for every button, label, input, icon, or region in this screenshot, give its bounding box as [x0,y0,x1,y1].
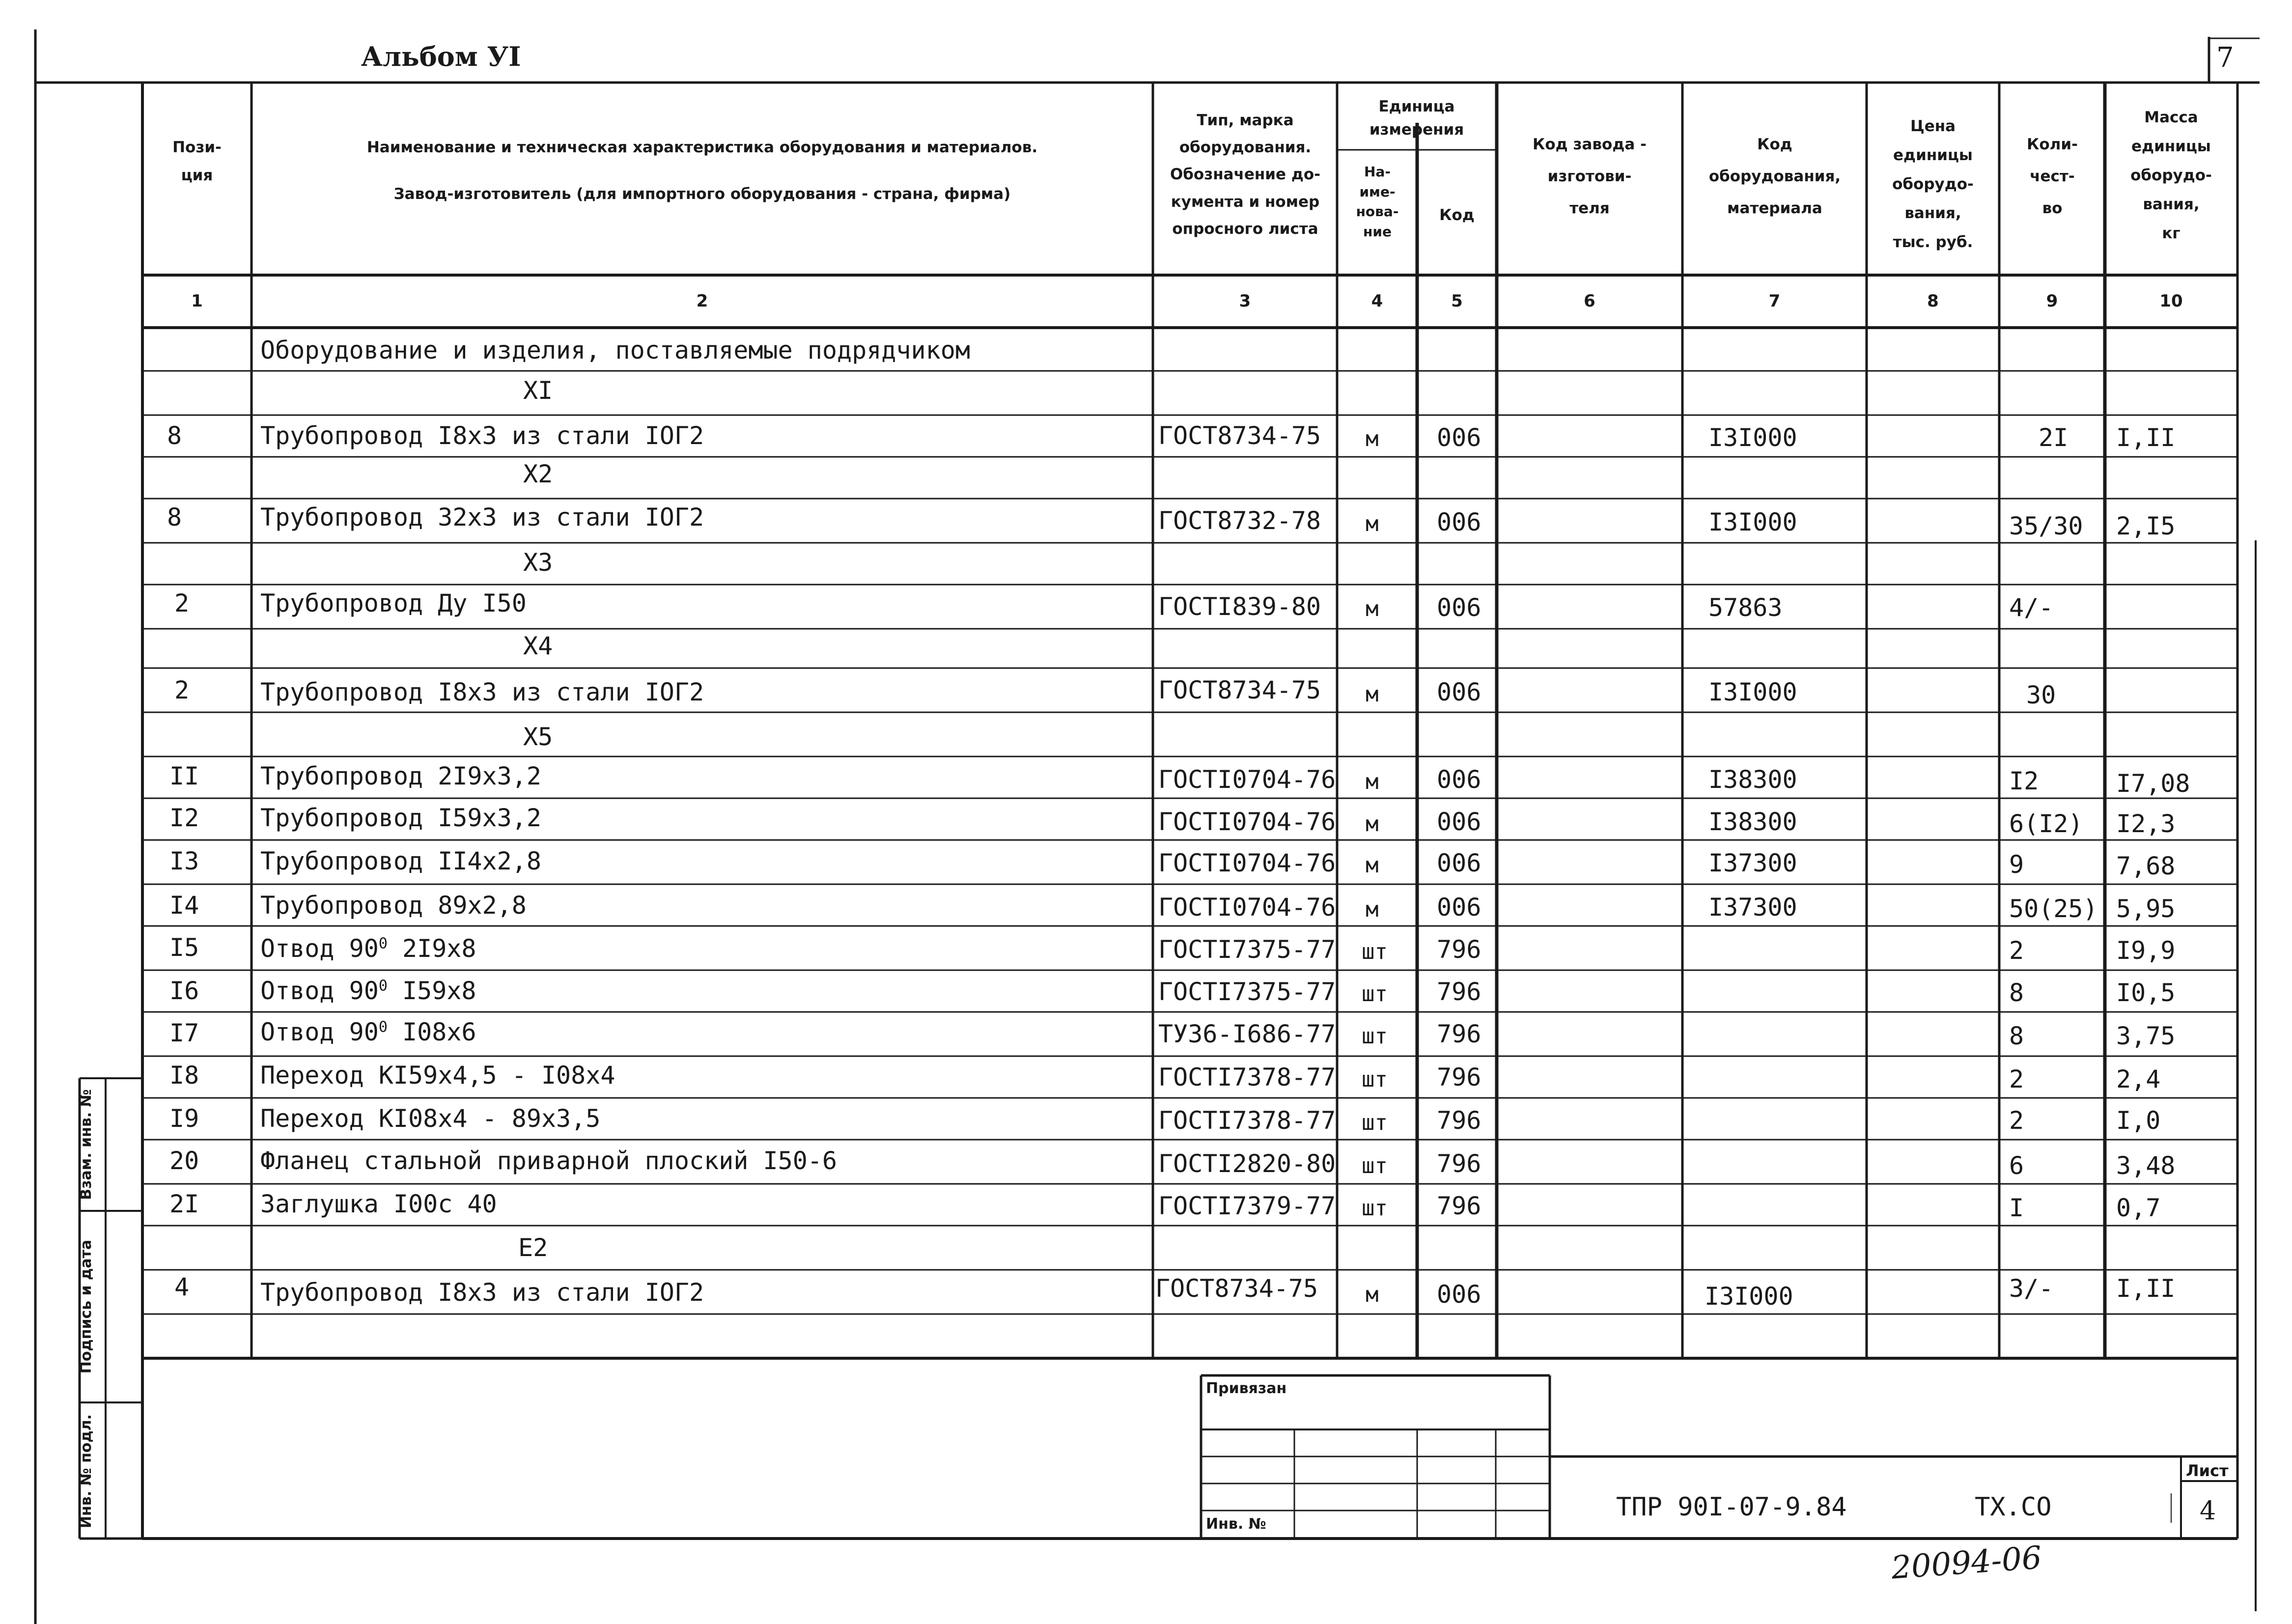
row-unit-code: 006 [1437,765,1481,794]
row-quantity: 8 [2009,1022,2024,1050]
row-unit-code: 006 [1437,849,1481,877]
row-unit-code: 006 [1437,893,1481,922]
document-code: ТПР 90I-07-9.84 [1616,1492,1847,1522]
section-label: X3 [523,548,553,577]
header-plant-code: Код завода - изготови- теля [1533,136,1647,218]
row-unit: шт [1362,939,1388,964]
row-type: ГОСТI0704-76 [1158,765,1336,794]
row-mass: 2,4 [2116,1065,2161,1093]
row-name: Трубопровод I59x3,2 [260,804,541,832]
row-position: 4 [174,1273,190,1301]
header-equipment-code: Код оборудования, материала [1708,136,1841,218]
album-title: Альбом УI [361,41,521,72]
column-number: 6 [1584,291,1595,311]
sheet-label: Лист [2186,1461,2229,1480]
row-name: Отвод $90^0$ I08x6 [260,1018,476,1046]
row-mass: I,0 [2116,1106,2161,1135]
row-type: ГОСТ8734-75 [1158,421,1321,450]
row-quantity: 50(25) [2009,895,2098,923]
row-equipment-code: I37300 [1708,849,1797,877]
row-equipment-code: I38300 [1708,808,1797,836]
row-quantity: 4/- [2009,593,2054,622]
column-number: 10 [2159,291,2183,311]
row-mass: 7,68 [2116,852,2176,880]
row-unit: м [1366,596,1379,621]
row-mass: I9,9 [2116,936,2176,965]
row-unit: шт [1362,1024,1388,1049]
row-type: ГОСТI0704-76 [1158,893,1336,922]
row-unit: шт [1362,1110,1388,1135]
sheet-number: 4 [2200,1496,2216,1526]
row-type: ГОСТI7378-77 [1158,1106,1336,1135]
row-unit-code: 006 [1437,423,1481,452]
row-name: Трубопровод I8x3 из стали IОГ2 [260,678,704,706]
row-unit: м [1366,682,1379,707]
row-position: 2I [169,1190,199,1218]
row-unit-code: 006 [1437,508,1481,536]
section-label: X4 [523,632,553,660]
header-price: Цена единицы оборудо- вания, тыс. руб. [1892,117,1974,251]
row-position: 2 [174,589,190,617]
section-label: X2 [523,460,553,488]
row-position: I8 [169,1061,199,1090]
row-name: Трубопровод Ду I50 [260,589,527,617]
row-quantity: 2 [2009,936,2024,965]
row-equipment-code: I3I000 [1705,1282,1793,1311]
row-unit-code: 006 [1437,1280,1481,1309]
row-unit-code: 796 [1437,1106,1481,1135]
row-type: ГОСТI0704-76 [1158,849,1336,877]
row-quantity: 35/30 [2009,512,2083,540]
row-mass: 2,I5 [2116,512,2176,540]
inventory-number-label: Инв. № [1206,1515,1266,1533]
row-unit-code: 796 [1437,978,1481,1006]
row-name: Отвод $90^0$ 2I9x8 [260,934,476,963]
row-type: ГОСТI7378-77 [1158,1063,1336,1092]
header-unit-code: Код [1439,206,1475,224]
row-position: I4 [169,891,199,920]
row-equipment-code: I37300 [1708,893,1797,922]
row-quantity: 6(I2) [2009,810,2083,838]
handwritten-number: 20094-06 [1890,1540,2043,1587]
row-equipment-code: I38300 [1708,765,1797,794]
column-number: 1 [191,291,203,311]
row-name: Трубопровод II4x2,8 [260,847,541,875]
header-unit-name: На- име- нова- ние [1356,164,1399,240]
row-quantity: I2 [2009,767,2039,795]
header-mass: Масса единицы оборудо- вания, кг [2130,109,2212,242]
row-type: ГОСТI7375-77 [1158,978,1336,1006]
row-equipment-code: I3I000 [1708,678,1797,706]
row-mass: I0,5 [2116,979,2176,1007]
row-type: ГОСТI0704-76 [1158,808,1336,836]
row-unit-code: 796 [1437,1020,1481,1048]
column-number: 9 [2046,291,2058,311]
section-title: Оборудование и изделия, поставляемые подрядчиком [260,336,970,364]
row-unit: м [1366,812,1379,837]
row-unit: м [1366,769,1379,794]
column-number: 8 [1927,291,1939,311]
header-quantity: Коли- чест- во [2027,136,2078,218]
row-equipment-code: I3I000 [1708,423,1797,452]
column-number: 5 [1451,291,1463,311]
column-number: 4 [1371,291,1383,311]
row-unit: м [1366,511,1379,536]
row-quantity: I [2009,1194,2024,1222]
row-unit: м [1366,1282,1379,1307]
row-type: ГОСТ8734-75 [1158,676,1321,704]
row-unit: м [1366,853,1379,878]
section-label: XI [523,376,553,405]
row-position: 2 [174,676,190,704]
signature-date-label: Подпись и дата [78,1239,95,1374]
row-position: II [169,762,199,790]
row-name: Трубопровод 32x3 из стали IОГ2 [260,503,704,532]
row-unit: шт [1362,981,1388,1007]
row-type: ГОСТ8734-75 [1155,1274,1318,1303]
row-unit-code: 796 [1437,1192,1481,1220]
row-unit: шт [1362,1153,1388,1178]
section-label: Е2 [518,1233,548,1262]
row-position: I5 [169,933,199,962]
row-type: ГОСТI7375-77 [1158,935,1336,964]
row-unit-code: 796 [1437,935,1481,964]
row-unit: м [1366,897,1379,922]
header-unit-group: Единица измерения [1369,98,1464,139]
row-quantity: 30 [2026,681,2056,709]
row-mass: I2,3 [2116,810,2176,838]
row-position: 8 [167,421,182,450]
header-name-line1: Наименование и техническая характеристика оборудования и материалов. [366,139,1038,156]
row-name: Фланец стальной приварной плоский I50-6 [260,1147,837,1175]
row-unit: м [1366,426,1379,451]
row-unit-code: 796 [1437,1149,1481,1178]
row-quantity: 2I [2039,423,2068,452]
header-position: Пози- ция [172,139,222,185]
row-type: ГОСТI7379-77 [1158,1192,1336,1220]
row-type: ГОСТI839-80 [1158,592,1321,621]
row-unit-code: 006 [1437,678,1481,706]
row-position: I7 [169,1019,199,1047]
row-quantity: 2 [2009,1106,2024,1135]
inventory-original-label: Инв. № подл. [78,1414,95,1529]
row-mass: I7,08 [2116,769,2190,798]
document-mark: ТХ.СО [1975,1492,2052,1522]
row-name: Переход КI08x4 - 89x3,5 [260,1104,601,1133]
row-unit-code: 006 [1437,593,1481,622]
row-equipment-code: 57863 [1708,593,1783,622]
row-name: Трубопровод 89x2,8 [260,891,527,920]
row-position: I2 [169,804,199,832]
row-equipment-code: I3I000 [1708,508,1797,536]
privyazan-label: Привязан [1206,1380,1287,1397]
row-quantity: 3/- [2009,1274,2054,1303]
row-unit: шт [1362,1067,1388,1092]
row-type: ГОСТI2820-80 [1158,1149,1336,1178]
row-name: Трубопровод 2I9x3,2 [260,762,541,790]
row-unit-code: 796 [1437,1063,1481,1092]
row-mass: 0,7 [2116,1194,2161,1222]
section-label: X5 [523,723,553,751]
row-type: ТУ36-I686-77 [1158,1020,1336,1048]
row-mass: 3,48 [2116,1151,2176,1180]
row-quantity: 8 [2009,979,2024,1007]
column-number: 3 [1239,291,1251,311]
row-mass: I,II [2116,1274,2176,1303]
row-mass: 5,95 [2116,895,2176,923]
header-type: Тип, марка оборудования. Обозначение до- кумента и номер опросного листа [1170,112,1321,238]
row-mass: 3,75 [2116,1022,2176,1050]
row-name: Переход КI59x4,5 - I08x4 [260,1061,615,1090]
header-name-line2: Завод-изготовитель (для импортного оборудования - страна, фирма) [393,185,1011,203]
row-name: Трубопровод I8x3 из стали IОГ2 [260,1278,704,1307]
row-quantity: 9 [2009,850,2024,879]
row-name: Отвод $90^0$ I59x8 [260,977,476,1005]
row-position: I3 [169,847,199,875]
row-unit-code: 006 [1437,808,1481,836]
row-position: I6 [169,977,199,1005]
row-quantity: 6 [2009,1151,2024,1180]
replacement-inventory-label: Взам. инв. № [78,1089,95,1200]
row-position: 8 [167,503,182,532]
row-position: 20 [169,1147,199,1175]
row-quantity: 2 [2009,1065,2024,1093]
corner-page-number: 7 [2216,42,2234,74]
row-mass: I,II [2116,423,2176,452]
row-name: Трубопровод I8x3 из стали IОГ2 [260,421,704,450]
row-unit: шт [1362,1196,1388,1221]
column-number: 2 [696,291,708,311]
row-name: Заглушка I00с 40 [260,1190,497,1218]
row-type: ГОСТ8732-78 [1158,506,1321,535]
row-position: I9 [169,1104,199,1133]
column-number: 7 [1768,291,1781,311]
